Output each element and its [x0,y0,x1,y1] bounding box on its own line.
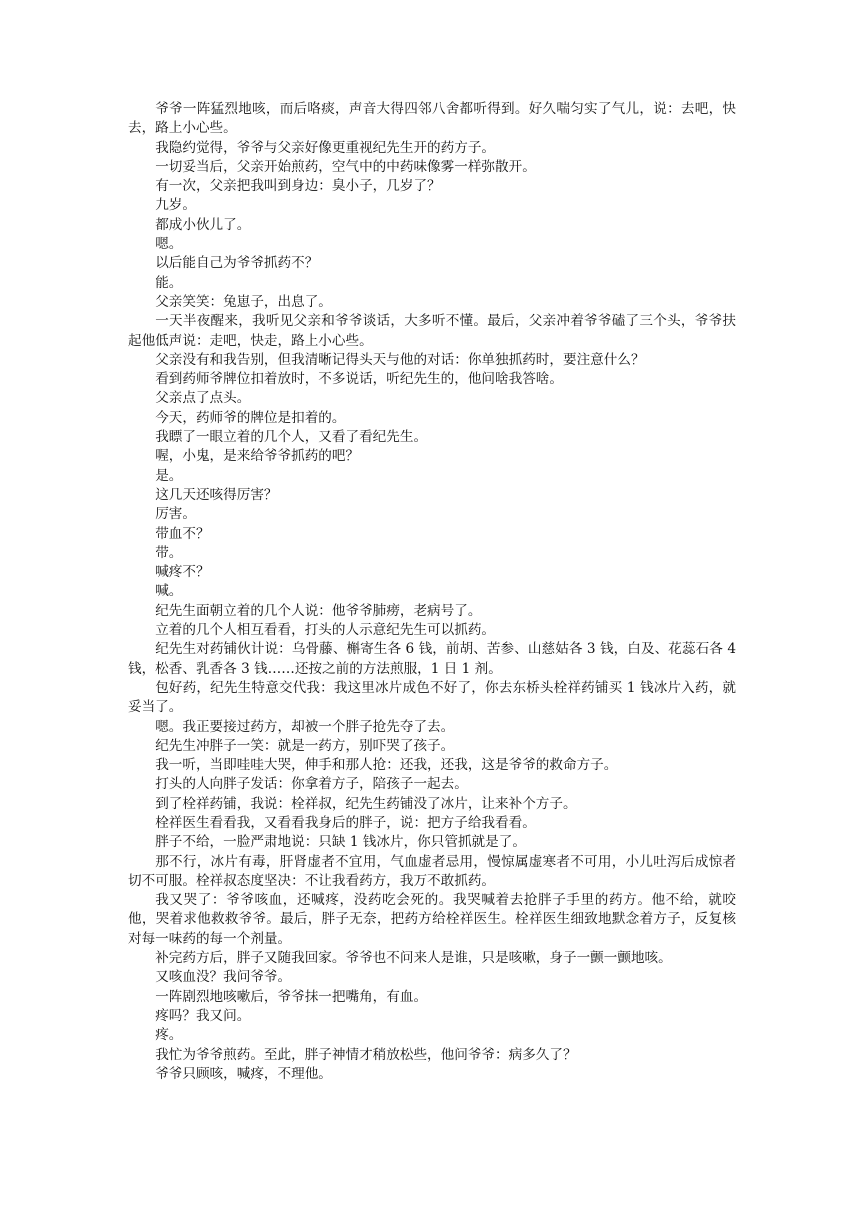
story-paragraph: 带。 [155,544,183,561]
story-paragraph: 嗯。我正要接过药方，却被一个胖子抢先夺了去。 [155,718,455,735]
story-paragraph: 带血不？ [155,525,210,542]
story-text-body [128,100,736,1084]
story-paragraph: 我一听，当即哇哇大哭，伸手和那人抢：还我，还我，这是爷爷的救命方子。 [155,757,618,774]
story-paragraph: 喔，小鬼，是来给爷爷抓药的吧？ [155,448,360,465]
story-paragraph: 立着的几个人相互看看，打头的人示意纪先生可以抓药。 [155,622,496,639]
story-paragraph: 纪先生冲胖子一笑：就是一药方，别吓哭了孩子。 [155,737,455,754]
story-paragraph: 那不行，冰片有毒，肝肾虚者不宜用，气血虚者忌用，慢惊属虚寒者不可用，小儿吐泻后成惊者切不可服。栓祥叔态度坚决：不让我看药方，我万不敢抓药。 [128,853,736,889]
story-paragraph: 喊疼不？ [155,564,210,581]
story-paragraph: 九岁。 [155,197,196,214]
story-paragraph: 包好药，纪先生特意交代我：我这里冰片成色不好了，你去东桥头栓祥药铺买 1 钱冰片入药，就妥当了。 [128,679,736,716]
story-paragraph: 嗯。 [155,236,183,253]
story-paragraph: 一阵剧烈地咳嗽后，爷爷抹一把嘴角，有血。 [155,988,428,1005]
story-paragraph: 我又哭了：爷爷咳血，还喊疼，没药吃会死的。我哭喊着去抢胖子手里的药方。他不给，就咬他，哭着求他救救爷爷。最后，胖子无奈，把药方给栓祥医生。栓祥医生细致地默念着方子，反复核对每一味药的每一个剂量。 [128,892,736,947]
story-paragraph: 厉害。 [155,506,196,523]
story-paragraph: 打头的人向胖子发话：你拿着方子，陪孩子一起去。 [155,776,468,793]
story-paragraph: 父亲笑笑：兔崽子，出息了。 [155,293,332,310]
story-paragraph: 胖子不给，一脸严肃地说：只缺 1 钱冰片，你只管抓就是了。 [155,834,526,851]
story-paragraph: 我忙为爷爷煎药。至此，胖子神情才稍放松些，他问爷爷：病多久了？ [155,1046,577,1063]
story-paragraph: 是。 [155,467,183,484]
story-paragraph: 今天，药师爷的牌位是扣着的。 [155,409,346,426]
story-paragraph: 到了栓祥药铺，我说：栓祥叔，纪先生药铺没了冰片，让来补个方子。 [155,795,577,812]
story-paragraph: 爷爷只顾咳，喊疼，不理他。 [155,1065,332,1082]
story-paragraph: 一天半夜醒来，我听见父亲和爷爷谈话，大多听不懂。最后，父亲冲着爷爷磕了三个头，爷爷扶起他低声说：走吧，快走，路上小心些。 [128,313,736,349]
story-paragraph: 都成小伙儿了。 [155,216,251,233]
story-paragraph: 有一次，父亲把我叫到身边：臭小子，几岁了？ [155,178,441,195]
story-paragraph: 我瞟了一眼立着的几个人，又看了看纪先生。 [155,429,428,446]
story-paragraph: 纪先生面朝立着的几个人说：他爷爷肺痨，老病号了。 [155,602,482,619]
story-paragraph: 我隐约觉得，爷爷与父亲好像更重视纪先生开的药方子。 [155,139,496,156]
story-paragraph: 父亲点了点头。 [155,390,251,407]
story-paragraph: 疼。 [155,1027,183,1044]
story-paragraph: 能。 [155,274,183,291]
story-paragraph: 一切妥当后，父亲开始煎药，空气中的中药味像雾一样弥散开。 [155,158,536,175]
story-paragraph: 以后能自己为爷爷抓药不？ [155,255,319,272]
story-paragraph: 补完药方后，胖子又随我回家。爷爷也不问来人是谁，只是咳嗽，身子一颤一颤地咳。 [155,950,672,967]
story-paragraph: 喊。 [155,583,183,600]
story-paragraph: 纪先生对药铺伙计说：乌骨藤、槲寄生各 6 钱，前胡、苦参、山慈姑各 3 钱，白及、花蕊石各 4 钱，松香、乳香各 3 钱……还按之前的方法煎服，1 日 1 剂。 [128,641,736,677]
story-paragraph: 这几天还咳得厉害？ [155,486,278,503]
story-paragraph: 看到药师爷牌位扣着放时，不多说话，听纪先生的，他问啥我答啥。 [155,371,563,388]
story-paragraph: 又咳血没？我问爷爷。 [155,969,292,986]
story-paragraph: 栓祥医生看看我，又看看我身后的胖子，说：把方子给我看看。 [155,814,536,831]
story-paragraph: 父亲没有和我告别，但我清晰记得头天与他的对话：你单独抓药时，要注意什么？ [155,351,645,368]
story-paragraph: 爷爷一阵猛烈地咳，而后咯痰，声音大得四邻八舍都听得到。好久喘匀实了气儿，说：去吧，快去，路上小心些。 [128,101,736,137]
story-paragraph: 疼吗？我又问。 [155,1007,251,1024]
